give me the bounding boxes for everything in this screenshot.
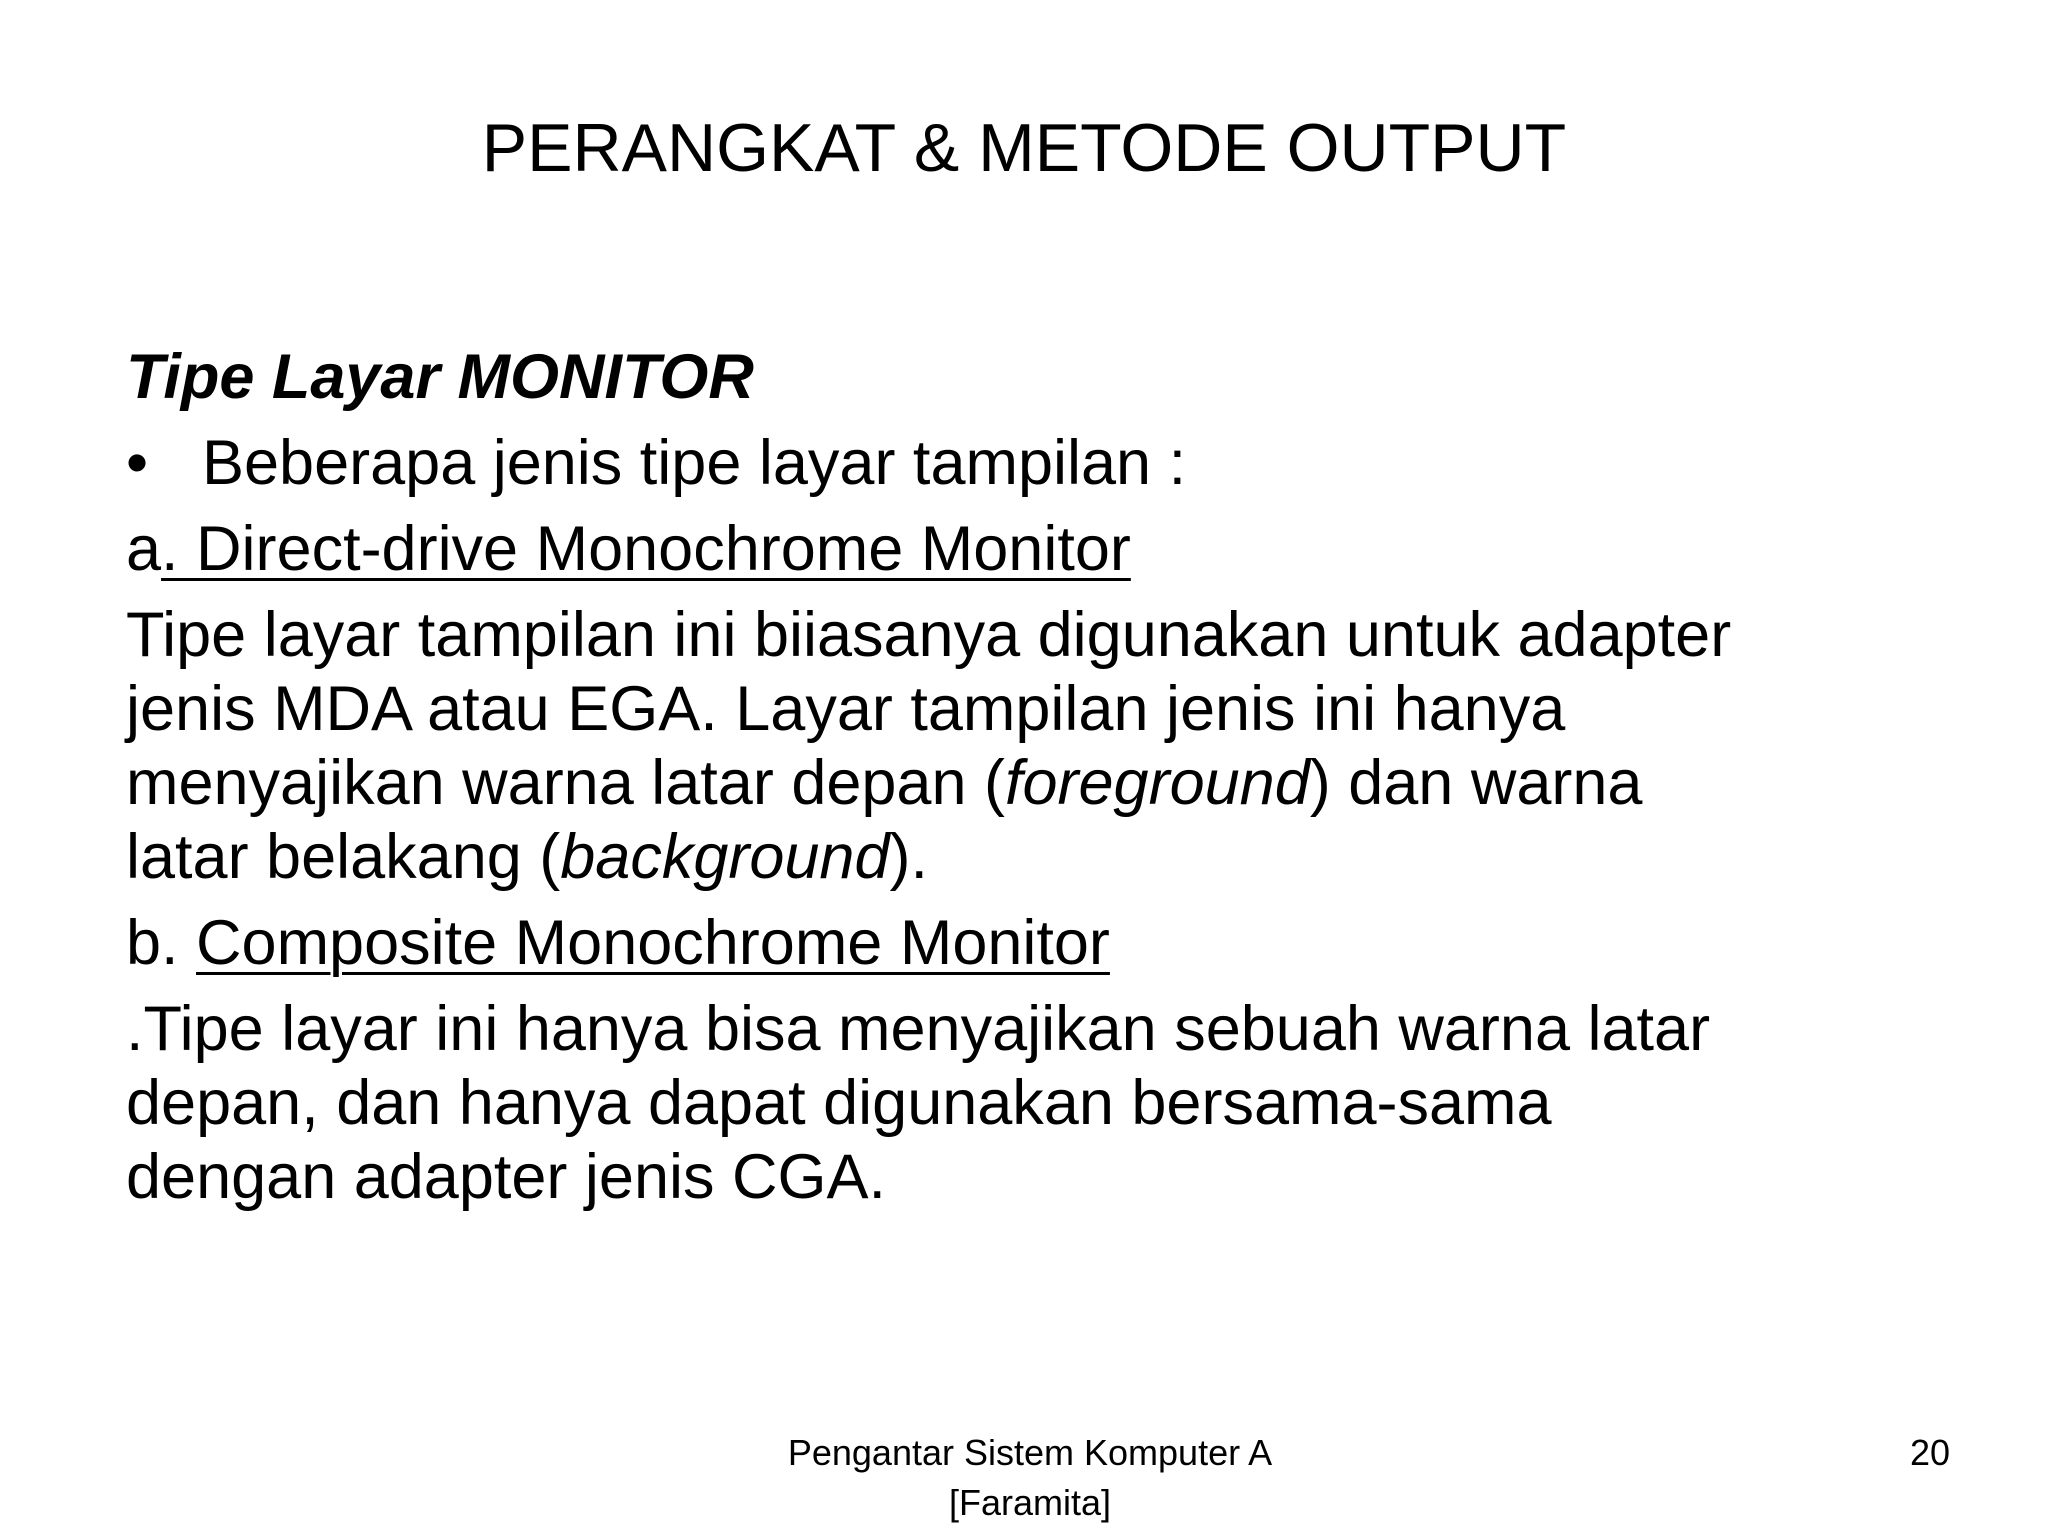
item-a-letter: a [126,514,162,584]
item-a-title: . Direct-drive Monochrome Monitor [161,514,1131,584]
item-a-heading [126,512,1926,598]
item-a-line-3-start: menyajikan warna latar depan ( [126,748,1005,818]
slide-body [126,340,1926,1226]
item-b-heading [126,906,1926,992]
page-number: 20 [1909,1432,1950,1473]
background-term: background [560,822,890,892]
item-b-letter: b. [126,908,197,978]
slide-title: PERANGKAT & METODE OUTPUT [481,110,1567,186]
item-a-description [126,598,1926,894]
item-a-line-3-end: ) dan warna [1309,748,1643,818]
item-b-line-2: depan, dan hanya dapat digunakan bersama-sama [126,1068,1552,1138]
item-b-description [126,992,1926,1214]
bullet-icon: • [126,428,149,498]
item-a-line-4 [126,820,1926,894]
bullet-text: Beberapa jenis tipe layar tampilan : [202,428,1187,498]
item-a-line-2: jenis MDA atau EGA. Layar tampilan jenis ini hanya [126,674,1566,744]
item-b-line-3: dengan adapter jenis CGA. [126,1142,886,1212]
item-a-line-1: Tipe layar tampilan ini biiasanya digunakan untuk adapter [126,600,1732,670]
slide-footer [700,1428,1360,1528]
footer-author: [Faramita] [948,1482,1112,1523]
item-a-line-4-end: ). [889,822,928,892]
item-a-line-4-start: latar belakang ( [126,822,561,892]
item-b-title: Composite Monochrome Monitor [196,908,1110,978]
foreground-term: foreground [1005,748,1310,818]
section-heading: Tipe Layar MONITOR [126,342,754,412]
item-b-line-1: .Tipe layar ini hanya bisa menyajikan sebuah warna latar [126,994,1711,1064]
item-a-line-3 [126,746,1926,820]
bullet-item [126,426,1926,512]
footer-course: Pengantar Sistem Komputer A [787,1432,1273,1473]
